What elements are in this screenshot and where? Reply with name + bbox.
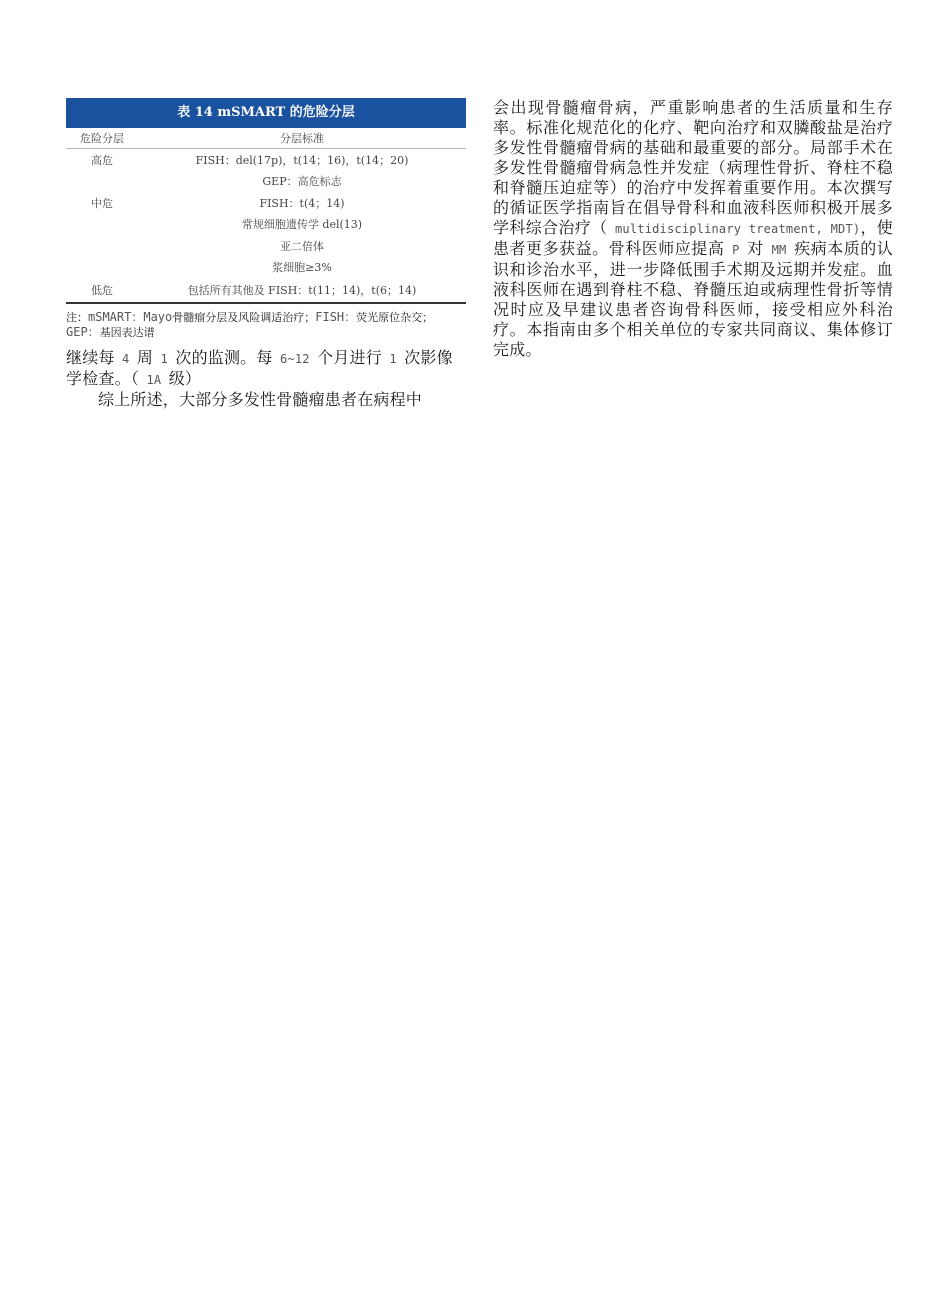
- paragraph: [66, 348, 466, 390]
- risk-level-cell: [66, 171, 138, 193]
- risk-table: [66, 128, 466, 304]
- text-run: 1A: [139, 373, 169, 387]
- table-row: [66, 278, 466, 303]
- table-title: 表 14 mSMART 的危险分层: [66, 98, 466, 128]
- header-risk-level: 危险分层: [66, 128, 138, 149]
- criteria-cell: 常规细胞遗传学 del(13): [241, 218, 363, 232]
- risk-level-cell: 高危: [91, 153, 113, 167]
- text-run: 6~12: [272, 352, 318, 366]
- risk-level-cell: [66, 214, 138, 236]
- risk-level-cell: 低危: [66, 278, 138, 303]
- left-column: [66, 98, 466, 410]
- criteria-cell: FISH：t(4；14): [259, 196, 345, 210]
- note-text: 荧光原位杂交；: [356, 311, 434, 324]
- note-prefix: 注：: [66, 311, 88, 324]
- text-run: 周: [136, 348, 154, 367]
- risk-level-cell: 中危: [91, 196, 113, 210]
- risk-level-cell: [66, 257, 138, 279]
- table-note: [66, 310, 466, 340]
- note-text: 基因表达谱: [99, 326, 155, 339]
- text-run: 会出现骨髓瘤骨病，严重影响患者的生活质量和生存率。标准化规范化的化疗、靶向治疗和双膦酸盐是治疗多发性骨髓瘤骨病的基础和最重要的部分。局部手术在多发性骨髓瘤骨病急性并发症（病理性骨折、脊柱不稳和脊髓压迫症等）的治疗中发挥着重要作用。本次撰写的循证医学指南旨在倡导骨科和血液科医师积极开展多学科综合治疗（: [493, 98, 893, 237]
- criteria-cell: FISH：del(17p)，t(14；16)，t(14；20): [195, 153, 409, 167]
- text-run: 1: [381, 352, 405, 366]
- text-run: P: [724, 243, 748, 257]
- note-term: mSMART：Mayo: [88, 310, 173, 324]
- text-run: 疾病本质的认识和诊治水平，进一步降低围手术期及远期并发症。血液科医师在遇到脊柱不稳、脊髓压迫或病理性骨折等情况时应及早建议患者咨询骨科医师，接受相应外科治疗。本指南由多个相关单位的专家共同商议、集体修订完成。: [493, 239, 894, 359]
- text-run: 4: [114, 352, 137, 366]
- text-run: MM: [763, 243, 795, 257]
- criteria-cell: 包括所有其他及 FISH：t(11；14)，t(6；14): [138, 278, 466, 303]
- text-run: ，使患者更多获益。骨科医师应提高: [493, 218, 893, 258]
- text-run: 次影像学检查。（: [66, 348, 453, 388]
- left-body-text: [66, 348, 466, 410]
- table-row: [66, 149, 466, 171]
- text-run: 级）: [168, 369, 202, 388]
- table-row: [66, 235, 466, 257]
- right-column: [493, 98, 893, 360]
- table-row: [66, 171, 466, 193]
- text-run: multidisciplinary treatment, MDT): [607, 222, 861, 236]
- criteria-cell: 浆细胞≥3%: [272, 261, 332, 275]
- note-term: FISH：: [315, 310, 357, 324]
- table-row: [66, 257, 466, 279]
- table-row: [66, 192, 466, 214]
- text-run: 对: [747, 239, 764, 258]
- paragraph: 综上所述，大部分多发性骨髓瘤患者在病程中: [98, 390, 423, 409]
- note-term: GEP：: [66, 325, 100, 339]
- table-header-row: [66, 128, 466, 149]
- text-run: 继续每: [66, 348, 115, 367]
- criteria-cell: GEP：高危标志: [262, 175, 342, 189]
- criteria-cell: 亚二倍体: [280, 239, 324, 253]
- text-run: 1: [153, 352, 176, 366]
- risk-level-cell: [66, 235, 138, 257]
- table-row: [66, 214, 466, 236]
- text-run: 次的监测。每: [175, 348, 273, 367]
- text-run: 个月进行: [317, 348, 382, 367]
- header-criteria: 分层标准: [138, 128, 466, 149]
- note-text: 骨髓瘤分层及风险调适治疗；: [172, 311, 316, 324]
